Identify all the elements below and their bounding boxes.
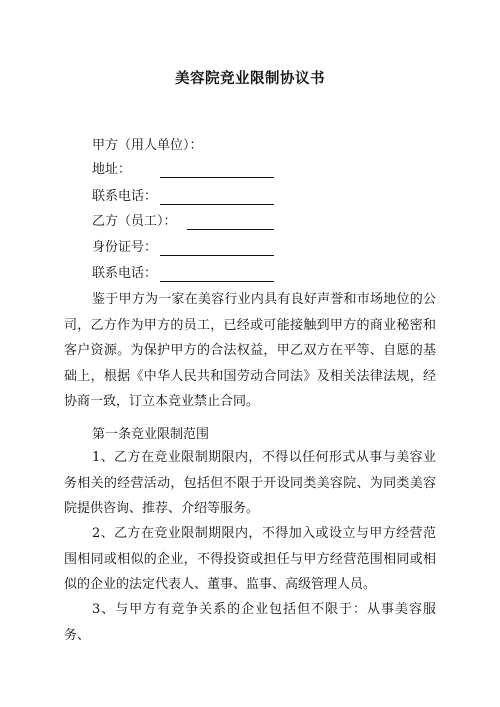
party-a-label-text: 甲方（用人单位）：	[92, 138, 203, 153]
party-b-phone-label: 联系电话：	[92, 266, 158, 281]
address-blank-line	[160, 177, 274, 178]
party-a-phone-label: 联系电话：	[92, 189, 158, 204]
party-b-field	[92, 214, 177, 230]
clause-3: 3、与甲方有竞争关系的企业包括但不限于：从事美容服务、	[64, 602, 436, 643]
party-b-blank-line	[187, 229, 274, 230]
id-number-blank-line	[160, 255, 274, 256]
section-1-title: 第一条竞业限制范围	[92, 427, 210, 442]
id-number-field	[92, 240, 157, 256]
party-a-phone-blank-line	[160, 204, 274, 205]
address-label: 地址：	[92, 162, 132, 177]
address-field	[92, 162, 131, 178]
party-b-label: 乙方（员工）：	[92, 214, 177, 229]
document-title: 美容院竞业限制协议书	[175, 71, 325, 87]
clause-2: 2、乙方在竞业限制期限内，不得加入或设立与甲方经营范围相同或相似的企业，不得投资或担任与甲方经营范围相同或相似的企业的法定代表人、董事、监事、高级管理人员。	[64, 526, 436, 592]
intro-paragraph: 鉴于甲方为一家在美容行业内具有良好声誉和市场地位的公司，乙方作为甲方的员工，已经或可能接触到甲方的商业秘密和客户资源。为保护甲方的合法权益，甲乙双方在平等、自愿的基础上，根据《中华人民共和国劳动合同法》及相关法律法规，经协商一致，订立本竞业禁止合同。	[64, 292, 436, 409]
party-b-phone-field	[92, 266, 157, 282]
party-a-label	[92, 138, 203, 154]
party-b-phone-blank-line	[160, 281, 274, 282]
party-a-phone-field	[92, 189, 157, 205]
clause-1: 1、乙方在竞业限制期限内，不得以任何形式从事与美容业务相关的经营活动，包括但不限于开设同类美容院、为同类美容院提供咨询、推荐、介绍等服务。	[64, 450, 436, 516]
id-number-label: 身份证号：	[92, 240, 158, 255]
